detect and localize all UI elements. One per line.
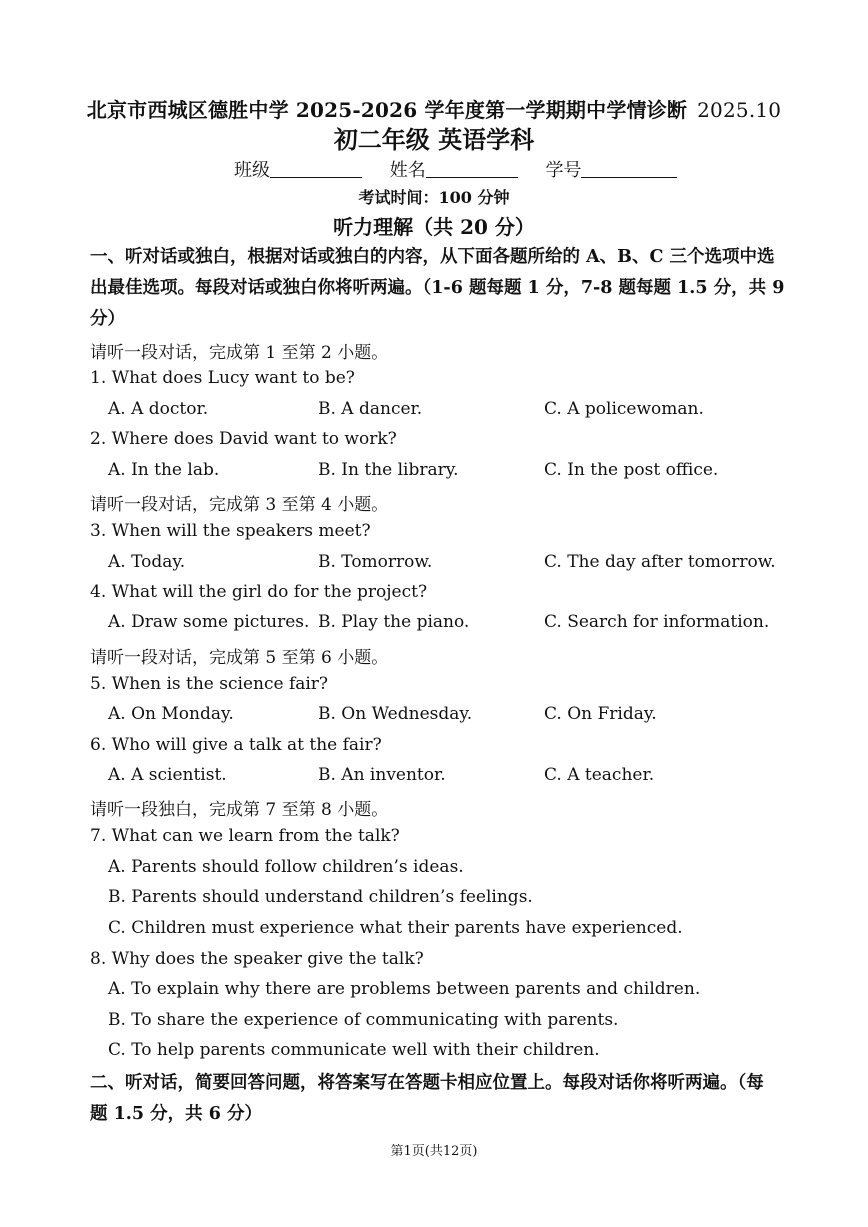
part1-instruction-line2: 出最佳选项。每段对话或独白你将听两遍。（1-6 题每题 1 分，7-8 题每题 1.5 分，共 9: [90, 278, 785, 298]
q4-option-c[interactable]: C. Search for information.: [544, 612, 770, 632]
q5-option-a[interactable]: A. On Monday.: [108, 704, 234, 724]
part2-instruction: [90, 1068, 812, 1130]
class-field: [234, 156, 362, 182]
q6-option-a[interactable]: A. A scientist.: [108, 765, 227, 785]
exam-subtitle: 初二年级 英语学科: [333, 125, 535, 154]
q4-option-a[interactable]: A. Draw some pictures.: [108, 612, 310, 632]
question-2: 2. Where does David want to work?: [90, 429, 397, 449]
q1-option-c[interactable]: C. A policewoman.: [544, 399, 704, 419]
hint-q1-2: 请听一段对话，完成第 1 至第 2 小题。: [90, 343, 389, 363]
id-label: 学号: [545, 160, 582, 181]
q7-option-a[interactable]: A. Parents should follow children’s ideas.: [108, 857, 464, 877]
hint-q7-8: 请听一段独白，完成第 7 至第 8 小题。: [90, 800, 389, 820]
part1-instruction: [90, 242, 812, 335]
class-label: 班级: [234, 160, 270, 181]
question-6: 6. Who will give a talk at the fair?: [90, 735, 382, 755]
name-field: [390, 156, 518, 182]
q1-option-a[interactable]: A. A doctor.: [108, 399, 209, 419]
hint-q5-6: 请听一段对话，完成第 5 至第 6 小题。: [90, 648, 389, 668]
q2-option-a[interactable]: A. In the lab.: [108, 460, 220, 480]
hint-q3-4: 请听一段对话，完成第 3 至第 4 小题。: [90, 495, 389, 515]
name-label: 姓名: [389, 160, 426, 181]
question-1: 1. What does Lucy want to be?: [90, 368, 355, 388]
exam-time: 考试时间：100 分钟: [358, 188, 510, 207]
q7-option-b[interactable]: B. Parents should understand children’s feelings.: [108, 887, 533, 907]
id-field: [545, 156, 677, 182]
q8-option-a[interactable]: A. To explain why there are problems between parents and children.: [108, 979, 701, 999]
q5-option-c[interactable]: C. On Friday.: [544, 704, 657, 724]
q3-option-c[interactable]: C. The day after tomorrow.: [544, 552, 776, 572]
q6-option-b[interactable]: B. An inventor.: [318, 765, 446, 785]
part2-instruction-line2: 题 1.5 分，共 6 分）: [90, 1104, 262, 1124]
page-number: 第1页(共12页): [390, 1144, 478, 1159]
exam-title-text: 北京市西城区德胜中学 2025-2026 学年度第一学期期中学情诊断: [86, 98, 688, 122]
q3-option-b[interactable]: B. Tomorrow.: [318, 552, 433, 572]
class-blank[interactable]: [270, 177, 362, 178]
q3-option-a[interactable]: A. Today.: [108, 552, 186, 572]
part1-instruction-line1: 一、听对话或独白，根据对话或独白的内容，从下面各题所给的 A、B、C 三个选项中选: [90, 247, 775, 267]
q2-option-b[interactable]: B. In the library.: [318, 460, 459, 480]
question-8: 8. Why does the speaker give the talk?: [90, 949, 424, 969]
question-4: 4. What will the girl do for the project?: [90, 582, 428, 602]
q7-option-c[interactable]: C. Children must experience what their parents have experienced.: [108, 918, 683, 938]
part1-instruction-line3: 分）: [90, 309, 125, 329]
q8-option-c[interactable]: C. To help parents communicate well with their children.: [108, 1040, 600, 1060]
part2-instruction-line1: 二、听对话，简要回答问题，将答案写在答题卡相应位置上。每段对话你将听两遍。（每: [90, 1073, 764, 1093]
q1-option-b[interactable]: B. A dancer.: [318, 399, 423, 419]
id-blank[interactable]: [581, 177, 677, 178]
question-7: 7. What can we learn from the talk?: [90, 826, 400, 846]
q6-option-c[interactable]: C. A teacher.: [544, 765, 655, 785]
q8-option-b[interactable]: B. To share the experience of communicating with parents.: [108, 1010, 619, 1030]
student-info-line: [234, 156, 699, 182]
section-title: 听力理解（共 20 分）: [333, 215, 535, 239]
q2-option-c[interactable]: C. In the post office.: [544, 460, 719, 480]
name-blank[interactable]: [426, 177, 518, 178]
exam-date: 2025.10: [697, 98, 782, 122]
q5-option-b[interactable]: B. On Wednesday.: [318, 704, 473, 724]
exam-title: [0, 94, 868, 123]
question-3: 3. When will the speakers meet?: [90, 521, 371, 541]
q4-option-b[interactable]: B. Play the piano.: [318, 612, 470, 632]
question-5: 5. When is the science fair?: [90, 674, 329, 694]
